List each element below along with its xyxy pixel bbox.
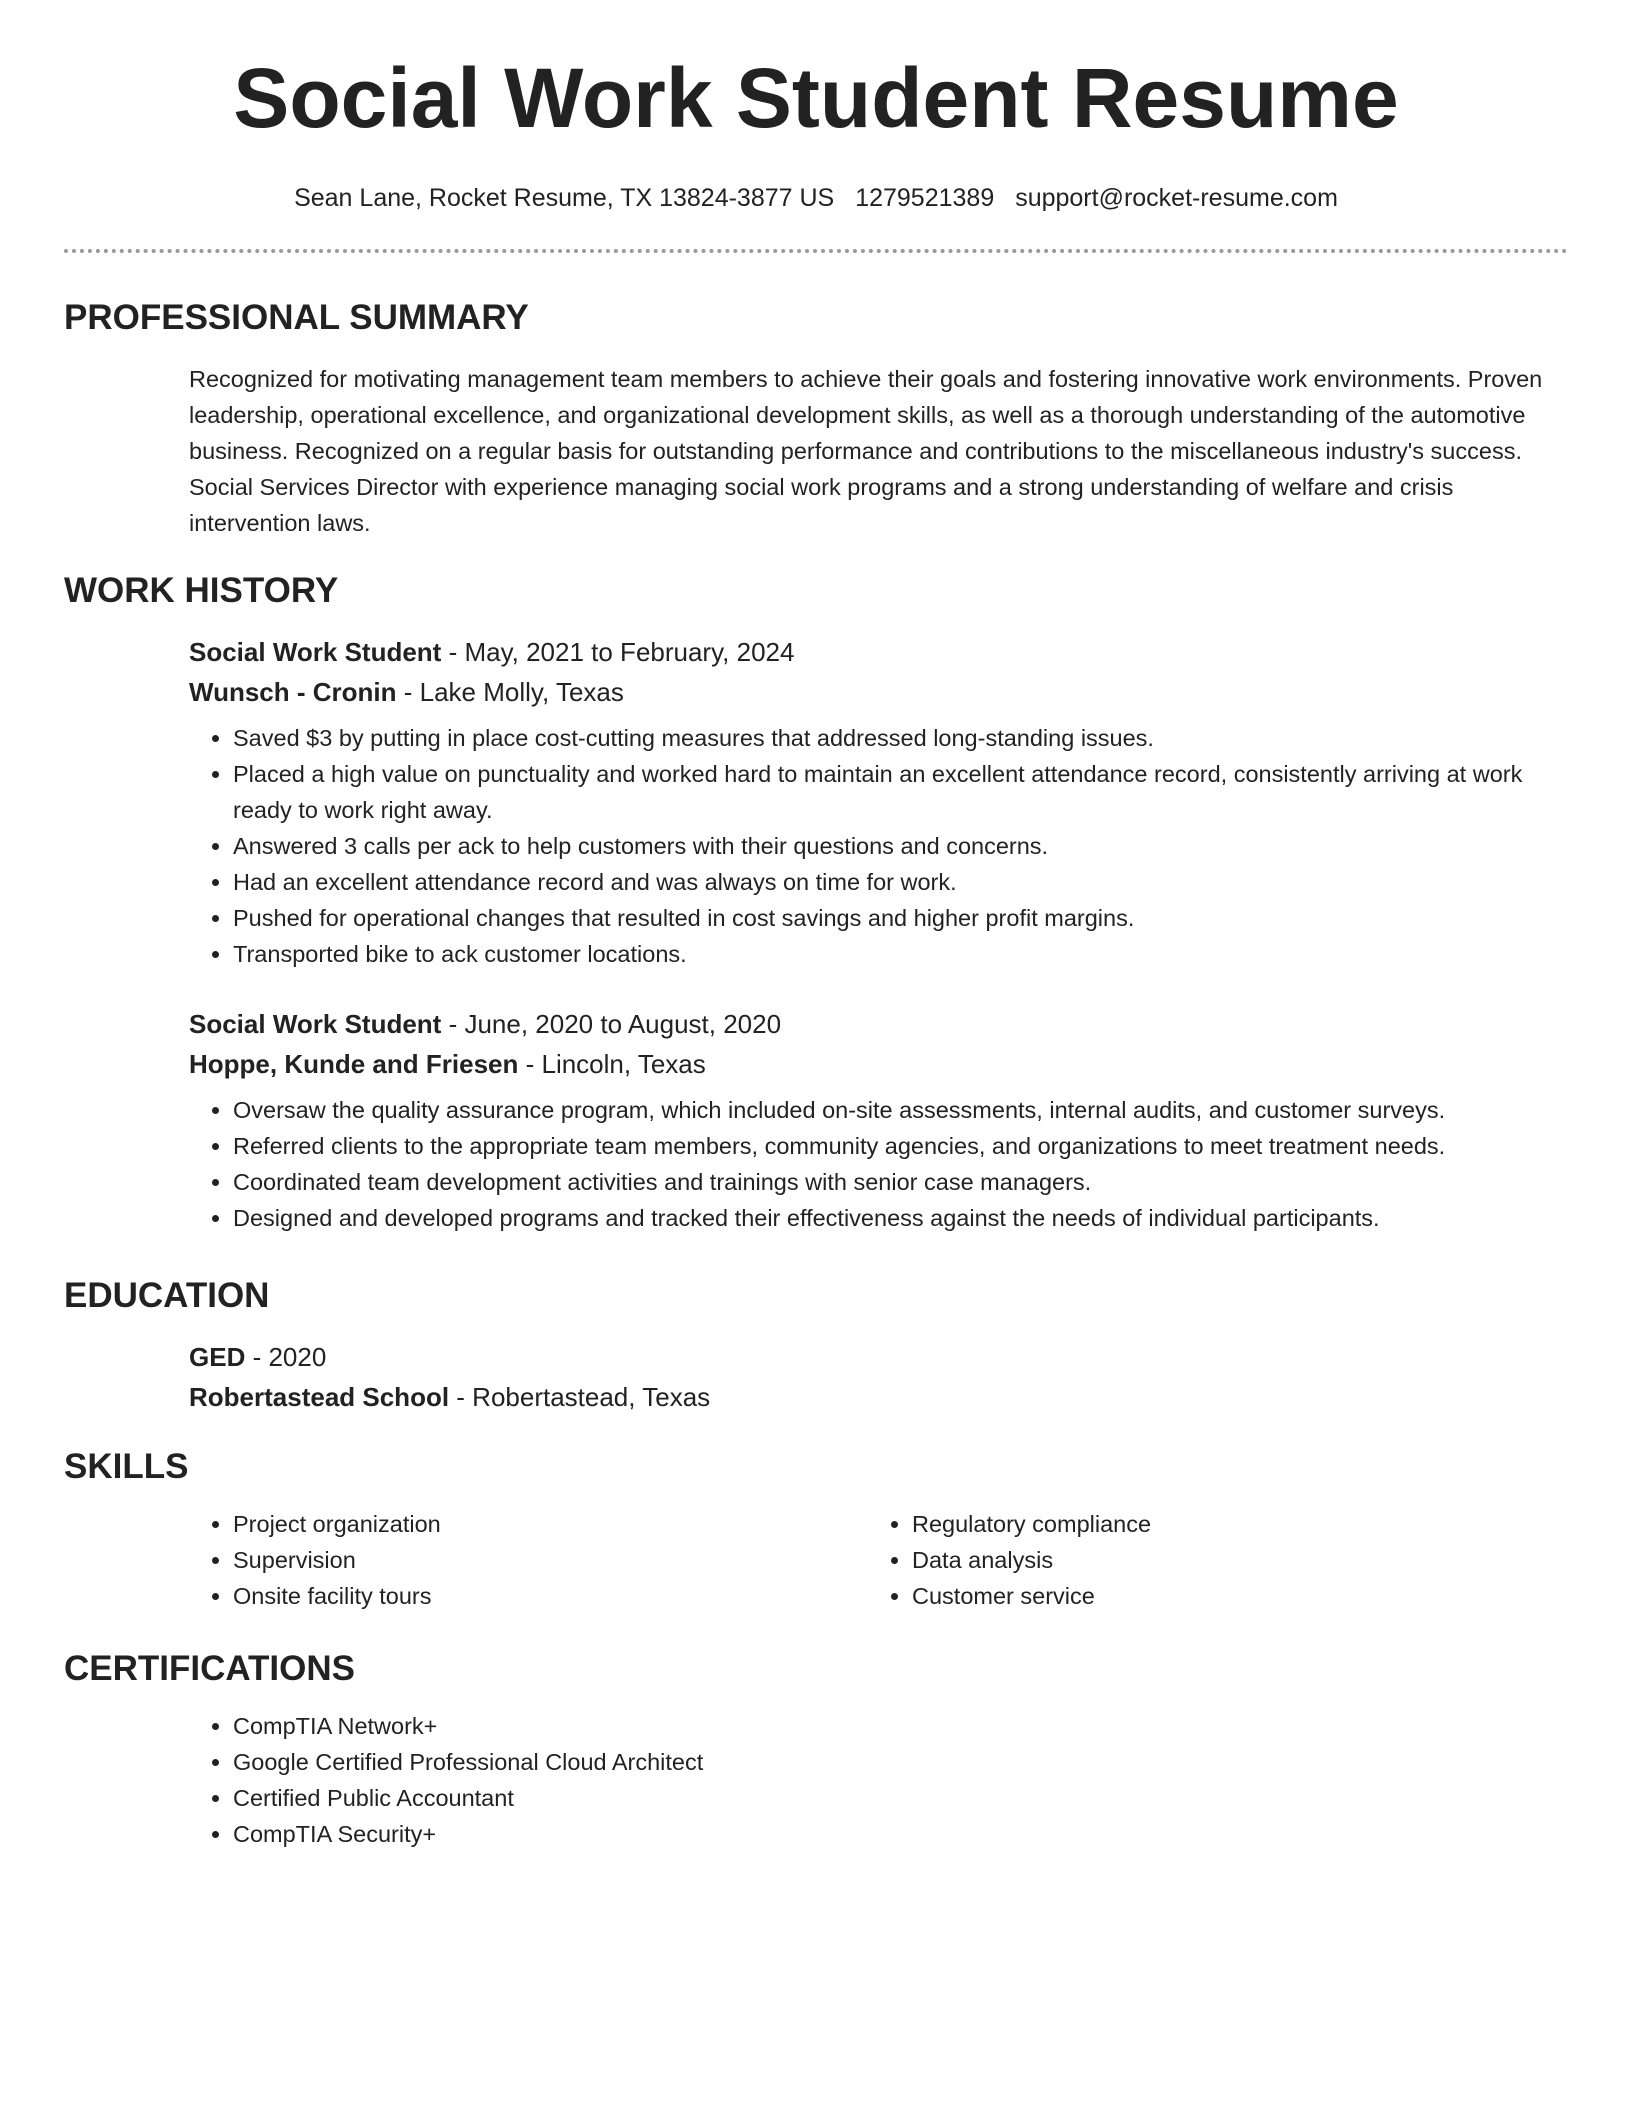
list-item: • Customer service bbox=[912, 1578, 1547, 1614]
contact-email: support@rocket-resume.com bbox=[1015, 184, 1338, 212]
education-school-line bbox=[189, 1377, 1568, 1417]
work-history-heading: WORK HISTORY bbox=[64, 571, 339, 610]
contact-address: Sean Lane, Rocket Resume, TX 13824-3877 US bbox=[294, 184, 835, 212]
job-dates: - May, 2021 to February, 2024 bbox=[441, 637, 795, 667]
summary-section bbox=[64, 297, 1568, 541]
list-item: • Answered 3 calls per ack to help customers with their questions and concerns. bbox=[233, 828, 1568, 864]
list-item: • Designed and developed programs and tracked their effectiveness against the needs of individual participants. bbox=[233, 1200, 1568, 1236]
education-degree: GED bbox=[189, 1342, 246, 1372]
list-item: • Certified Public Accountant bbox=[233, 1780, 1568, 1816]
skills-heading: SKILLS bbox=[64, 1447, 189, 1486]
job-location: - Lake Molly, Texas bbox=[396, 677, 624, 707]
summary-heading: PROFESSIONAL SUMMARY bbox=[64, 298, 529, 337]
education-location: - Robertastead, Texas bbox=[449, 1382, 711, 1412]
list-item: • Project organization bbox=[233, 1506, 868, 1542]
list-item: • Transported bike to ack customer locations. bbox=[233, 936, 1568, 972]
work-history-section bbox=[64, 570, 1568, 1236]
skills-list-left bbox=[189, 1506, 868, 1614]
skills-grid bbox=[189, 1506, 1568, 1614]
list-item: • Google Certified Professional Cloud Architect bbox=[233, 1744, 1568, 1780]
list-item: • Saved $3 by putting in place cost-cutting measures that addressed long-standing issues. bbox=[233, 720, 1568, 756]
list-item: • CompTIA Network+ bbox=[233, 1708, 1568, 1744]
job-company-line bbox=[189, 672, 1568, 712]
list-item: • Regulatory compliance bbox=[912, 1506, 1547, 1542]
education-year: - 2020 bbox=[245, 1342, 327, 1372]
job-dates: - June, 2020 to August, 2020 bbox=[441, 1009, 782, 1039]
header-divider bbox=[64, 249, 1568, 253]
list-item: • Pushed for operational changes that resulted in cost savings and higher profit margins. bbox=[233, 900, 1568, 936]
education-section bbox=[64, 1275, 1568, 1417]
job-company: Wunsch - Cronin bbox=[189, 677, 397, 707]
summary-text: Recognized for motivating management team members to achieve their goals and fostering innovative work environments. Proven leadership, operational excellence, and organizational development skills, as well as a thorough understanding of the automotive business. Recognized on a regular basis for outstanding performance and contributions to the miscellaneous industry's success. Social Services Director with experience managing social work programs and a strong understanding of welfare and crisis intervention laws. bbox=[189, 366, 1543, 536]
list-item: • Referred clients to the appropriate team members, community agencies, and organizations to meet treatment needs. bbox=[233, 1128, 1568, 1164]
contact-line bbox=[0, 182, 1632, 215]
list-item: • Supervision bbox=[233, 1542, 868, 1578]
job-title-line bbox=[189, 1004, 1568, 1044]
skills-list-right bbox=[868, 1506, 1547, 1614]
resume-title: Social Work Student Resume bbox=[233, 51, 1399, 145]
list-item: • Data analysis bbox=[912, 1542, 1547, 1578]
education-heading: EDUCATION bbox=[64, 1276, 270, 1315]
job-title: Social Work Student bbox=[189, 637, 442, 667]
job-title-line bbox=[189, 632, 1568, 672]
certifications-section bbox=[64, 1648, 1568, 1852]
list-item: • CompTIA Security+ bbox=[233, 1816, 1568, 1852]
job-title: Social Work Student bbox=[189, 1009, 442, 1039]
certifications-heading: CERTIFICATIONS bbox=[64, 1649, 356, 1688]
job-location: - Lincoln, Texas bbox=[518, 1049, 706, 1079]
list-item: • Oversaw the quality assurance program, which included on-site assessments, internal audits, and customer surveys. bbox=[233, 1092, 1568, 1128]
job-bullets bbox=[189, 1092, 1568, 1236]
certifications-list bbox=[189, 1708, 1568, 1852]
education-degree-line bbox=[189, 1337, 1568, 1377]
job-company-line bbox=[189, 1044, 1568, 1084]
skills-section bbox=[64, 1446, 1568, 1614]
list-item: • Had an excellent attendance record and was always on time for work. bbox=[233, 864, 1568, 900]
job-entry bbox=[189, 1004, 1568, 1236]
list-item: • Onsite facility tours bbox=[233, 1578, 868, 1614]
job-entry bbox=[189, 632, 1568, 972]
list-item: • Placed a high value on punctuality and worked hard to maintain an excellent attendance record, consistently arriving at work ready to work right away. bbox=[233, 756, 1568, 828]
education-school: Robertastead School bbox=[189, 1382, 450, 1412]
list-item: • Coordinated team development activities and trainings with senior case managers. bbox=[233, 1164, 1568, 1200]
contact-phone: 1279521389 bbox=[855, 184, 995, 212]
job-company: Hoppe, Kunde and Friesen bbox=[189, 1049, 519, 1079]
job-bullets bbox=[189, 720, 1568, 972]
